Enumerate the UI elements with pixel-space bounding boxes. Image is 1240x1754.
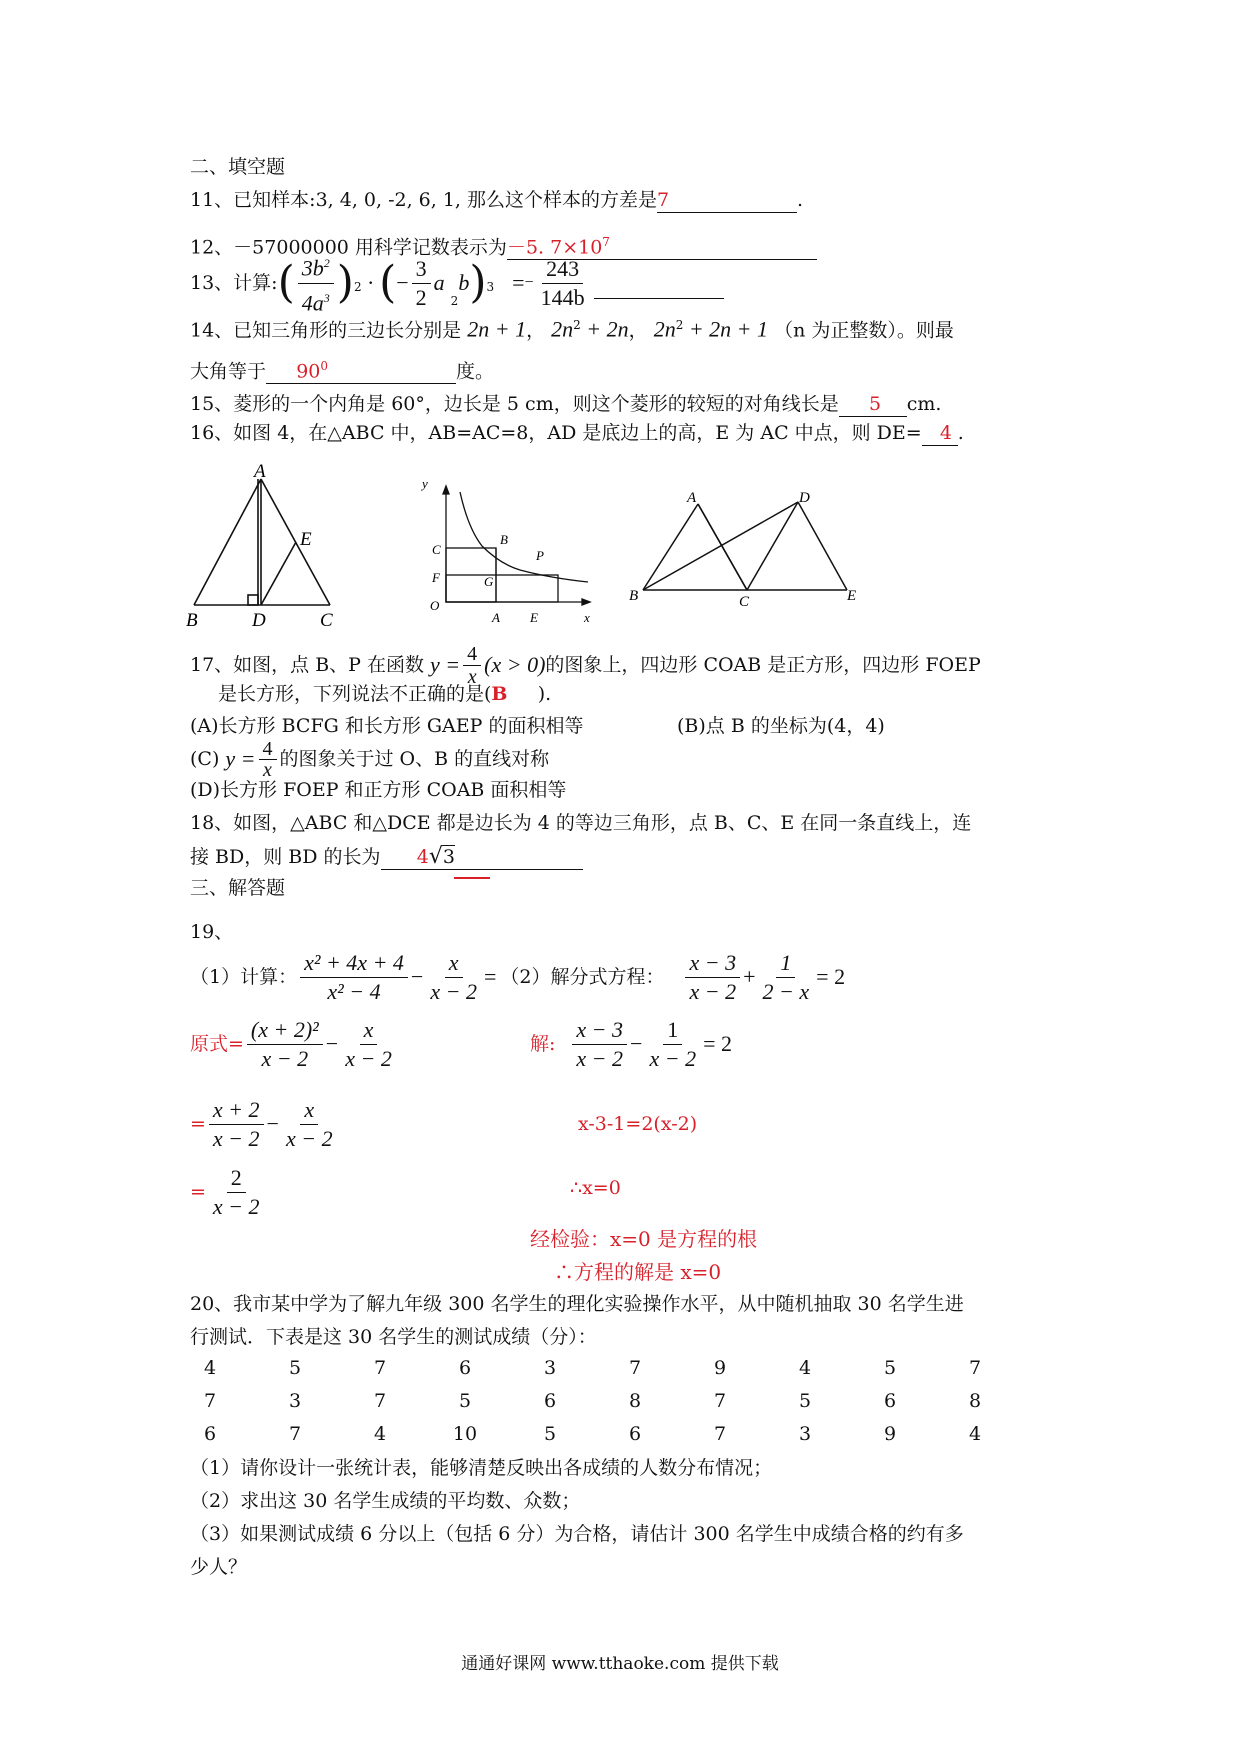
fig2-y-arrow <box>443 486 449 494</box>
score-cell: 7 <box>628 1357 642 1379</box>
q18-text: 接 BD，则 BD 的长为 <box>190 846 381 868</box>
score-cell: 10 <box>452 1423 478 1445</box>
fig2-label-c: C <box>432 542 441 557</box>
fig2-label-y: y <box>422 478 428 491</box>
question-15 <box>190 392 941 417</box>
q18-answer-underline <box>454 877 490 879</box>
score-cell: 8 <box>628 1390 642 1412</box>
q13-paren-open-1: ( <box>277 257 295 308</box>
question-17-line-2 <box>218 682 551 706</box>
q19-s2-num1: x + 2 <box>209 1096 264 1125</box>
fig3-side-ba <box>643 504 698 590</box>
fig2-label-a: A <box>492 610 500 625</box>
q20-part-3: （3）如果测试成绩 6 分以上（包括 6 分）为合格，请估计 300 名学生中成绩合格的约有多 <box>190 1523 964 1545</box>
page-footer: 通通好课网 www.tthaoke.com 提供下载 <box>461 1654 779 1674</box>
q19-s3-den: x − 2 <box>212 1193 260 1219</box>
fig2-label-x: x <box>584 610 590 625</box>
q17-option-c-label: (C) <box>190 748 220 770</box>
q19-label: 19、 <box>190 921 234 943</box>
q17-close: ). <box>537 683 552 705</box>
q13-answer-sign: − <box>524 274 534 291</box>
q13-f2-b: b <box>458 270 470 295</box>
score-cell: 4 <box>968 1423 982 1445</box>
q19-p2-frac2 <box>759 949 814 1006</box>
question-11 <box>190 188 803 213</box>
q13-text: 13、计算: <box>190 272 278 294</box>
score-cell: 6 <box>628 1423 642 1445</box>
fig1-right-angle-mark <box>248 595 258 605</box>
q18-line-2 <box>190 845 583 870</box>
q18-radicand: 3 <box>442 846 455 868</box>
q19-t1-num1: x − 3 <box>572 1016 627 1045</box>
q19-s2-num2: x <box>300 1096 318 1125</box>
q17-func-condition: (x > 0) <box>484 652 546 677</box>
q19-s1-den1: x − 2 <box>261 1045 309 1071</box>
score-cell: 7 <box>373 1390 387 1412</box>
q12-text: 12、－57000000 用科学记数表示为 <box>190 236 507 259</box>
q13-fraction-2 <box>412 255 431 312</box>
score-cell: 3 <box>288 1390 302 1412</box>
q17-option-c-num: 4 <box>259 739 277 760</box>
q13-outer-exp-1: 2 <box>353 280 362 294</box>
figure-hyperbola <box>420 478 600 630</box>
q19-part2-label: （2）解分式方程： <box>500 966 665 988</box>
q19-solution1-step3 <box>190 1160 267 1224</box>
q19-p2-plus: + <box>743 964 756 989</box>
fig3-label-a: A <box>687 490 697 506</box>
q19-p1-num2: x <box>445 949 463 978</box>
q17-option-c-den: x <box>263 758 272 781</box>
fig1-segment-de <box>261 542 296 605</box>
q14-side-2-exp: 2 <box>573 318 581 332</box>
q15-answer: 5 <box>868 393 882 415</box>
q14-side-3-tail: + 2n + 1 <box>683 316 769 342</box>
q13-answer-fraction <box>537 255 589 312</box>
q13-outer-exp-2: 3 <box>486 280 495 294</box>
q19-s2-den2: x − 2 <box>285 1125 333 1151</box>
q17-func-y: y = <box>430 652 461 677</box>
fig2-label-g: G <box>484 574 494 589</box>
score-row-2 <box>190 1390 1040 1416</box>
q19-t1-frac1 <box>572 1016 627 1073</box>
q11-answer: 7 <box>657 189 670 211</box>
q19-p2-num2: 1 <box>776 949 795 978</box>
q19-p1-den2: x − 2 <box>430 978 477 1004</box>
q12-answer-exponent: 7 <box>602 235 610 249</box>
q19-p1-frac2 <box>426 949 481 1006</box>
q19-s2-equals: = <box>190 1113 206 1135</box>
q19-p1-den1: x² − 4 <box>327 978 381 1004</box>
q17-text: 17、如图，点 B、P 在函数 <box>190 654 425 676</box>
section-title-solutions: 三、解答题 <box>190 877 286 899</box>
q18-radical-sign: √ <box>428 844 443 869</box>
q13-paren-open-2: ( <box>379 257 397 308</box>
q19-t1-num2: 1 <box>663 1016 682 1045</box>
q16-text: 16、如图 4，在△ABC 中，AB=AC=8，AD 是底边上的高，E 为 AC 中点，则 DE= <box>190 422 922 444</box>
q13-f1-den: 4a <box>301 289 324 315</box>
q14-line2-text: 大角等于 <box>190 360 267 383</box>
q13-answer-num: 243 <box>542 255 583 284</box>
score-cell: 6 <box>203 1423 217 1445</box>
q14-condition: （n 为正整数）。则最 <box>774 319 954 342</box>
question-13 <box>190 252 724 314</box>
score-cell: 7 <box>968 1357 982 1379</box>
q19-s1-den2: x − 2 <box>345 1045 392 1071</box>
fig2-label-b: B <box>500 532 508 547</box>
fig1-side-ab <box>194 479 261 605</box>
q18-blank <box>381 845 583 870</box>
q16-answer: 4 <box>939 422 952 444</box>
score-cell: 7 <box>373 1357 387 1379</box>
q19-conclusion: ∴方程的解是 x=0 <box>554 1260 722 1284</box>
score-cell: 6 <box>883 1390 897 1412</box>
score-cell: 9 <box>883 1423 897 1445</box>
q13-f2-exp: 2 <box>450 294 459 308</box>
q17-answer: B <box>491 683 508 705</box>
question-14-line-1: 14、已知三角形的三边长分别是 2n + 1， $2n^2 + 2n$， $2n^2 + 2n + 1$ （n 为正整数）。则最 <box>190 316 954 342</box>
q18-line-1: 18、如图，△ABC 和△DCE 都是边长为 4 的等边三角形，点 B、C、E 在同一条直线上，连 <box>190 812 972 834</box>
q19-p2-num1: x − 3 <box>685 949 740 978</box>
q14-side-1: 2n + 1 <box>467 316 527 342</box>
q17-option-c-text: 的图象关于过 O、B 的直线对称 <box>279 748 550 770</box>
q17-option-d: (D)长方形 FOEP 和正方形 COAB 面积相等 <box>190 779 567 801</box>
q19-solution1-step2: = $\frac{x + 2}{x - 2}$ − $\frac{x}{x - 2}$ <box>190 1092 340 1156</box>
score-cell: 4 <box>373 1423 387 1445</box>
q14-side-2-tail: + 2n <box>580 316 629 342</box>
fig3-label-d: D <box>799 490 810 506</box>
q19-s1-num2: x <box>360 1016 378 1045</box>
q13-minus: − <box>396 270 409 295</box>
q19-t1-equals: = 2 <box>703 1031 732 1056</box>
q19-t1-den2: x − 2 <box>649 1045 697 1071</box>
q13-dot: · <box>367 270 374 295</box>
q19-s1-label: 原式= <box>190 1033 244 1055</box>
q15-text: 15、菱形的一个内角是 60°，边长是 5 cm，则这个菱形的较短的对角线长是 <box>190 393 839 415</box>
fig2-label-o: O <box>430 598 440 613</box>
q19-solution1-step1: 原式= $\frac{\text{(x + 2)²}}{x - 2}$ − $\frac{x}{x - 2}$ <box>190 1012 399 1076</box>
q19-t1-den1: x − 2 <box>576 1045 624 1071</box>
score-cell: 9 <box>713 1357 727 1379</box>
fig3-label-b: B <box>629 588 639 604</box>
q19-p1-minus: − <box>410 964 424 989</box>
score-cell: 7 <box>203 1390 217 1412</box>
q19-t1-label: 解: <box>530 1033 556 1055</box>
q19-p2-frac1 <box>685 949 740 1006</box>
fig2-rect-foep <box>446 575 558 602</box>
q19-part1-label: （1）计算： <box>190 966 298 988</box>
fig2-label-p: P <box>536 548 544 563</box>
score-cell: 3 <box>543 1357 557 1379</box>
q11-period: . <box>797 189 804 211</box>
score-row-3 <box>190 1423 1040 1449</box>
q13-f1-num-exp: 2 <box>323 256 330 271</box>
q14-side-3-exp: 2 <box>675 318 684 332</box>
q19-solution2-step3: ∴x=0 <box>570 1177 621 1199</box>
q13-blank <box>594 268 724 299</box>
q13-f2-a: a <box>433 270 445 295</box>
q19-s1-frac1 <box>247 1016 323 1073</box>
q19-problem-row <box>190 945 845 1009</box>
q19-p1-num1: x² + 4x + 4 <box>300 949 408 978</box>
q14-answer-exp: 0 <box>320 359 329 373</box>
q19-p2-den2: 2 − x <box>762 978 810 1004</box>
q19-p1-equals: = <box>483 964 497 989</box>
q19-s2-frac2 <box>282 1096 337 1153</box>
fig1-label-c: C <box>320 610 333 631</box>
q13-equals: = <box>512 270 525 295</box>
fig3-segment-ae <box>698 504 747 590</box>
q14-side-3: 2n <box>653 316 676 342</box>
score-cell: 5 <box>543 1423 557 1445</box>
fig3-segment-bd <box>643 502 798 590</box>
score-cell: 4 <box>203 1357 217 1379</box>
q13-paren-close-2: ) <box>469 257 487 308</box>
q18-answer-coef: 4 <box>416 846 429 868</box>
q19-s1-frac2 <box>341 1016 396 1073</box>
q17-func-den: x <box>467 665 477 688</box>
q17-option-c-y: y = <box>225 746 256 771</box>
score-cell: 7 <box>288 1423 302 1445</box>
q17-option-c <box>190 736 549 782</box>
score-row-1 <box>190 1357 1040 1383</box>
fig1-label-a: A <box>254 463 266 482</box>
q14-answer: 90 <box>296 360 321 383</box>
q12-answer: －5. 7×10 <box>506 236 603 259</box>
score-cell: 7 <box>713 1390 727 1412</box>
q19-s3-num: 2 <box>227 1164 246 1193</box>
q20-part-3-cont: 少人？ <box>190 1556 248 1578</box>
score-cell: 5 <box>288 1357 302 1379</box>
fig3-label-c: C <box>739 594 750 608</box>
q13-fraction-1 <box>298 249 334 317</box>
q13-f2-num: 3 <box>412 255 431 284</box>
q19-t1-frac2 <box>645 1016 700 1073</box>
q16-blank <box>922 421 958 446</box>
q15-blank <box>839 392 907 417</box>
fig3-label-e: E <box>847 588 857 604</box>
score-cell: 5 <box>798 1390 812 1412</box>
fig3-side-de <box>798 502 847 590</box>
fig3-side-cd <box>747 502 798 590</box>
q15-unit: cm. <box>906 393 942 415</box>
q20-part-1: （1）请你设计一张统计表，能够清楚反映出各成绩的人数分布情况； <box>190 1457 773 1479</box>
q19-s2-den1: x − 2 <box>212 1125 260 1151</box>
q20-part-2: （2）求出这 30 名学生成绩的平均数、众数； <box>190 1490 581 1512</box>
fig2-label-e: E <box>530 610 538 625</box>
q13-f1-num: 3b <box>301 255 324 281</box>
q19-s1-num1: (x + 2)² <box>247 1016 323 1045</box>
q19-solution2-step1: 解: $\frac{x - 3}{x - 2}$ − $\frac{1}{x - 2}$ = 2 <box>530 1012 732 1076</box>
fig1-label-e: E <box>300 529 312 550</box>
q17-func-fraction <box>463 643 481 688</box>
fig2-curve <box>460 492 588 582</box>
q16-period: . <box>957 422 964 444</box>
q19-s3-frac <box>209 1164 264 1221</box>
fig2-x-arrow <box>582 599 590 605</box>
question-16 <box>190 421 964 446</box>
q17-text-cont: 的图象上，四边形 COAB 是正方形，四边形 FOEP <box>545 654 981 676</box>
q13-answer-den: 144b <box>540 284 585 310</box>
score-cell: 3 <box>798 1423 812 1445</box>
score-cell: 4 <box>798 1357 812 1379</box>
q19-p2-den1: x − 2 <box>689 978 737 1004</box>
question-14-line-2 <box>190 354 494 384</box>
figure-triangle-abc <box>180 463 350 631</box>
q13-f1-den-exp: 3 <box>323 290 330 305</box>
score-cell: 6 <box>543 1390 557 1412</box>
score-cell: 6 <box>458 1357 472 1379</box>
q11-text: 11、已知样本:3, 4, 0, -2, 6, 1, 那么这个样本的方差是 <box>190 189 658 211</box>
score-cell: 5 <box>883 1357 897 1379</box>
q19-p1-frac1 <box>300 949 408 1006</box>
q17-func-num: 4 <box>463 643 481 666</box>
fig1-label-d: D <box>252 610 266 631</box>
figure-equilateral-triangles <box>625 488 865 608</box>
q13-paren-close-1: ) <box>336 257 354 308</box>
q17-option-a: (A)长方形 BCFG 和长方形 GAEP 的面积相等 <box>190 715 584 737</box>
q14-unit: 度。 <box>456 360 495 383</box>
q19-solution2-step2: x-3-1=2(x-2) <box>578 1113 698 1135</box>
q20-line-1: 20、我市某中学为了解九年级 300 名学生的理化实验操作水平，从中随机抽取 30 名学生进 <box>190 1293 964 1315</box>
q17-option-b: (B)点 B 的坐标为(4，4) <box>677 715 885 737</box>
fig2-label-f: F <box>432 570 440 585</box>
fig1-label-b: B <box>186 610 198 631</box>
q19-p2-equals: = 2 <box>816 964 846 989</box>
q19-check: 经检验：x=0 是方程的根 <box>530 1227 758 1251</box>
q19-s3-equals: = <box>190 1181 206 1203</box>
q14-side-2: 2n <box>551 316 574 342</box>
q11-blank <box>657 188 797 213</box>
q14-text: 14、已知三角形的三边长分别是 <box>190 319 462 342</box>
q14-blank <box>266 354 456 384</box>
q20-line-2: 行测试．下表是这 30 名学生的测试成绩（分）： <box>190 1326 597 1348</box>
score-cell: 5 <box>458 1390 472 1412</box>
score-cell: 7 <box>713 1423 727 1445</box>
q17-line2-text: 是长方形，下列说法不正确的是( <box>218 683 492 705</box>
q13-f2-den: 2 <box>415 284 427 310</box>
section-title-fill-blank: 二、填空题 <box>190 156 286 178</box>
q19-s2-frac1 <box>209 1096 264 1153</box>
q17-option-c-fraction <box>259 739 277 780</box>
score-cell: 8 <box>968 1390 982 1412</box>
